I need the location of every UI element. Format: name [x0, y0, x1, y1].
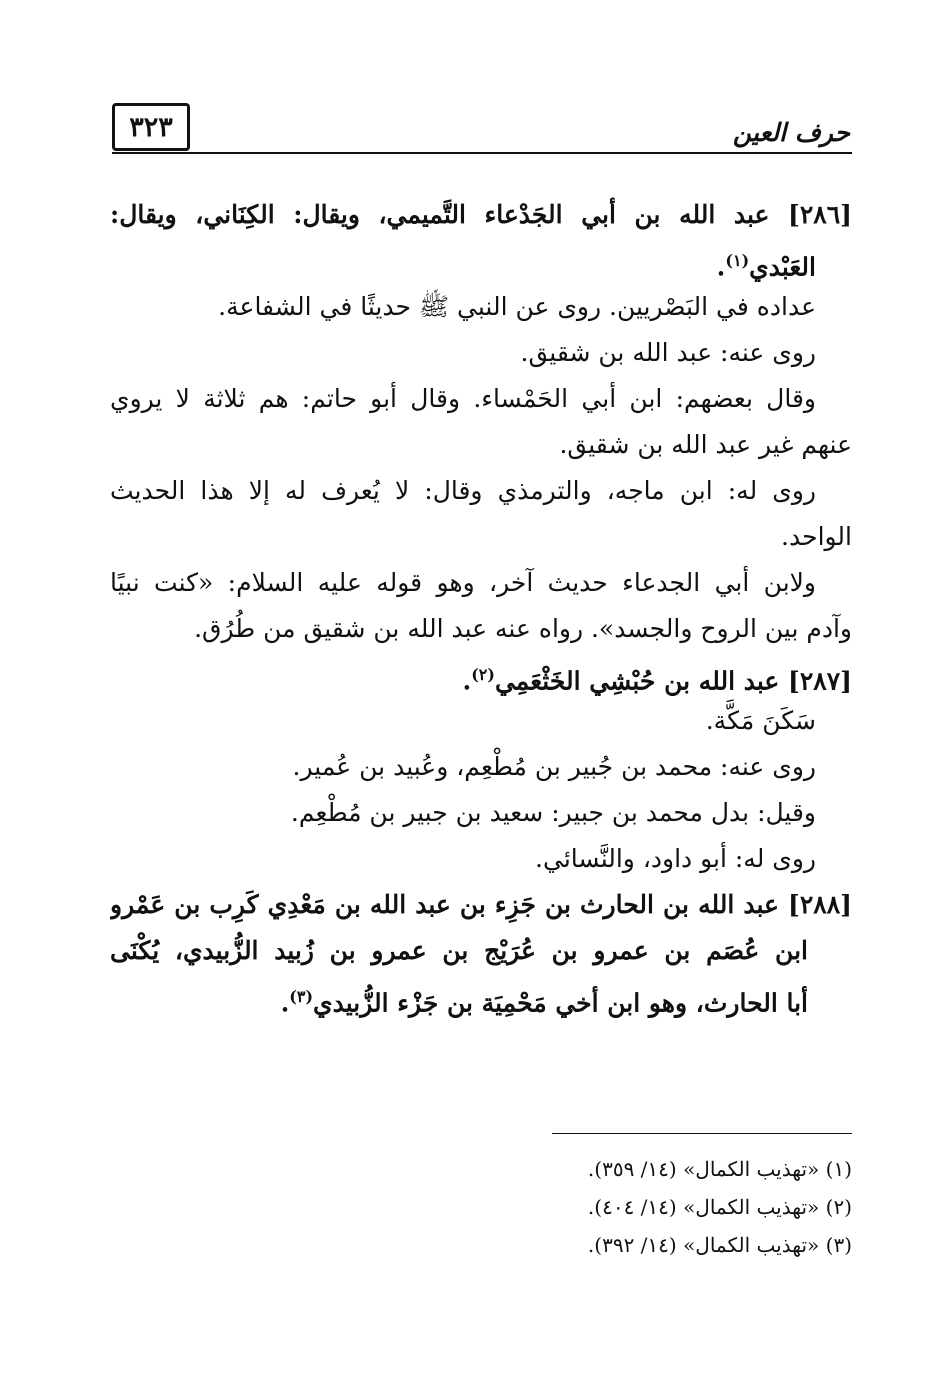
text-line	[110, 284, 852, 330]
footnotes	[400, 1150, 852, 1264]
line-text: أبا الحارث، وهو ابن أخي مَحْمِيَة بن جَزْء الزُّبيدي	[313, 988, 808, 1018]
line-text: الواحد.	[781, 522, 852, 551]
line-text: وآدم بين الروح والجسد». رواه عنه عبد الله بن شقيق من طُرُق.	[194, 614, 852, 643]
text-line	[110, 882, 852, 928]
line-end-punct: .	[716, 252, 726, 282]
page-number: ٣٢٣	[129, 111, 173, 143]
text-line	[110, 560, 852, 606]
footnote-rule	[552, 1133, 852, 1134]
text-line	[110, 376, 852, 422]
line-text: عداده في البَصْريين. روى عن النبي ﷺ حديثًا في الشفاعة.	[218, 292, 816, 321]
entry-block	[110, 652, 852, 882]
line-text: العَبْدي	[749, 252, 816, 282]
text-line	[110, 698, 852, 744]
line-text: عنهم غير عبد الله بن شقيق.	[559, 430, 852, 459]
page-number-box	[112, 103, 190, 151]
text-line	[110, 514, 852, 560]
entry-block	[110, 882, 852, 1020]
line-text: روى له: أبو داود، والنَّسائي.	[535, 844, 816, 873]
text-line	[110, 790, 852, 836]
line-text: سَكَنَ مَكَّة.	[705, 706, 816, 735]
text-line	[110, 652, 852, 698]
text-line	[110, 422, 852, 468]
text-line	[110, 974, 852, 1020]
line-text: وقيل: بدل محمد بن جبير: سعيد بن جبير بن مُطْعِم.	[290, 798, 816, 827]
footnote-ref: (١)	[725, 251, 750, 270]
line-text: ولابن أبي الجدعاء حديث آخر، وهو قوله عليه السلام: «كنت نبيًا	[110, 568, 816, 597]
line-text: [٢٨٦] عبد الله بن أبي الجَدْعاء التَّميمي، ويقال: الكِنَاني، ويقال:	[110, 200, 852, 229]
line-text: [٢٨٧] عبد الله بن حُبْشِي الخَثْعَمِي	[494, 666, 852, 696]
text-line	[110, 928, 852, 974]
entry-block	[110, 192, 852, 652]
line-end-punct: .	[280, 988, 290, 1018]
footnote: (٢) «تهذيب الكمال» (١٤/ ٤٠٤).	[587, 1195, 852, 1219]
line-end-punct: .	[462, 666, 472, 696]
text-line	[110, 330, 852, 376]
running-head: حرف العين	[732, 118, 850, 147]
footnote: (٣) «تهذيب الكمال» (١٤/ ٣٩٢).	[587, 1233, 852, 1257]
line-text: روى له: ابن ماجه، والترمذي وقال: لا يُعرف له إلا هذا الحديث	[110, 476, 816, 505]
text-line	[110, 192, 852, 238]
text-line	[110, 606, 852, 652]
line-text: [٢٨٨] عبد الله بن الحارث بن جَزِء بن عبد الله بن مَعْدِي كَرِب بن عَمْرو	[110, 890, 852, 919]
footnote-ref: (٣)	[289, 987, 314, 1006]
header-rule	[112, 152, 852, 154]
text-line	[110, 744, 852, 790]
line-text: وقال بعضهم: ابن أبي الحَمْساء. وقال أبو حاتم: هم ثلاثة لا يروي	[110, 384, 816, 413]
line-text: روى عنه: عبد الله بن شقيق.	[520, 338, 816, 367]
line-text: ابن عُصَم بن عمرو بن عُرَيْج بن عمرو بن زُبيد الزُّبيدي، يُكْنَى	[110, 936, 808, 965]
text-line	[110, 468, 852, 514]
body-text	[110, 192, 852, 1020]
footnote-ref: (٢)	[471, 665, 495, 684]
footnote: (١) «تهذيب الكمال» (١٤/ ٣٥٩).	[587, 1157, 852, 1181]
text-line	[110, 238, 852, 284]
line-text: روى عنه: محمد بن جُبير بن مُطْعِم، وعُبيد بن عُمير.	[292, 752, 816, 781]
text-line	[110, 836, 852, 882]
